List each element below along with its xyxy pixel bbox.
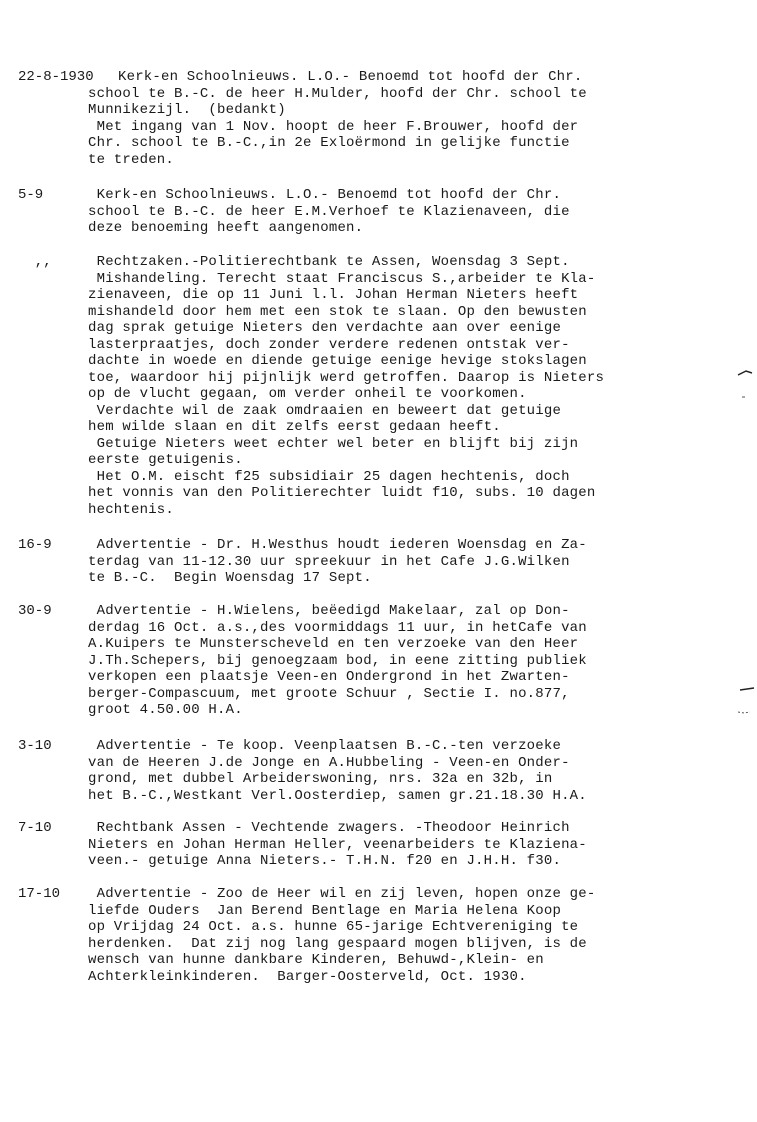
entry-date: 30-9 xyxy=(18,603,52,619)
entry-date: 5-9 xyxy=(18,187,44,203)
entry-line: Chr. school te B.-C.,in 2e Exloërmond in gelijke functie xyxy=(88,135,570,151)
entry-line: Advertentie - H.Wielens, beëedigd Makelaar, zal op Don- xyxy=(88,603,570,619)
entry-line: dachte in woede en diende getuige eenige hevige stokslagen xyxy=(88,353,587,369)
margin-scan-mark xyxy=(736,365,756,405)
entry-line: liefde Ouders Jan Berend Bentlage en Maria Helena Koop xyxy=(88,902,562,919)
entry-line: Advertentie - Dr. H.Westhus houdt iederen Woensdag en Za- xyxy=(88,537,587,553)
entry-line: derdag 16 Oct. a.s.,des voormiddags 11 uur, in hetCafe van xyxy=(88,619,587,636)
entry-line: te treden. xyxy=(88,151,175,168)
entry-line: op Vrijdag 24 Oct. a.s. hunne 65-jarige Echtvereniging te xyxy=(88,919,579,935)
entry-line: Advertentie - Te koop. Veenplaatsen B.-C.-ten verzoeke xyxy=(88,738,562,754)
margin-scan-mark xyxy=(736,682,756,722)
entry-line: hem wilde slaan en dit zelfs eerst gedaan heeft. xyxy=(88,419,501,435)
entry-line: hechtenis. xyxy=(88,501,175,518)
entry-line: eerste getuigenis. xyxy=(88,452,243,468)
entry-line: Het O.M. eischt f25 subsidiair 25 dagen hechtenis, doch xyxy=(88,468,570,485)
entry-line: terdag van 11-12.30 uur spreekuur in het Cafe J.G.Wilken xyxy=(88,553,570,570)
entry-date: 7-10 xyxy=(18,820,52,836)
entry-line: grond, met dubbel Arbeiderswoning, nrs. 32a en 32b, in xyxy=(88,771,553,787)
entry-line: Munnikezijl. (bedankt) xyxy=(88,102,286,118)
entry-line: Kerk-en Schoolnieuws. L.O.- Benoemd tot hoofd der Chr. xyxy=(88,187,562,203)
entry-line: herdenken. Dat zij nog lang gespaard mogen blijven, is de xyxy=(88,935,587,952)
entry-date: 3-10 xyxy=(18,738,52,754)
entry-line: wensch van hunne dankbare Kinderen, Behuwd-,Klein- en xyxy=(88,952,544,968)
entry-line: van de Heeren J.de Jonge en A.Hubbeling - Veen-en Onder- xyxy=(88,754,570,771)
entry-line: school te B.-C. de heer H.Mulder, hoofd der Chr. school te xyxy=(88,85,587,102)
entry-line: J.Th.Schepers, bij genoegzaam bod, in eene zitting publiek xyxy=(88,652,587,669)
entry-line: Met ingang van 1 Nov. hoopt de heer F.Brouwer, hoofd der xyxy=(88,118,579,135)
entry-line: Nieters en Johan Herman Heller, veenarbeiders te Klaziena- xyxy=(88,836,587,853)
entry-line: berger-Compascuum, met groote Schuur , Sectie I. no.877, xyxy=(88,685,570,702)
entry-line: op de vlucht gegaan, om verder onheil te voorkomen. xyxy=(88,386,527,402)
entry-line: Verdachte wil de zaak omdraaien en beweert dat getuige xyxy=(88,402,562,419)
entry-line: mishandeld door hem met een stok te slaan. Op den bewusten xyxy=(88,303,587,320)
entry-line: te B.-C. Begin Woensdag 17 Sept. xyxy=(88,570,372,586)
entry-line: het vonnis van den Politierechter luidt f10, subs. 10 dagen xyxy=(88,485,596,501)
entry-line: Achterkleinkinderen. Barger-Oosterveld, Oct. 1930. xyxy=(88,968,527,985)
entry-line: veen.- getuige Anna Nieters.- T.H.N. f20 en J.H.H. f30. xyxy=(88,853,562,869)
entry-date: 16-9 xyxy=(18,537,52,553)
entry-date: ,, xyxy=(18,254,52,270)
entry-line: dag sprak getuige Nieters den verdachte aan over eenige xyxy=(88,320,562,336)
entry-line: school te B.-C. de heer E.M.Verhoef te Klazienaveen, die xyxy=(88,203,570,220)
entry-line: Getuige Nieters weet echter wel beter en blijft bij zijn xyxy=(88,435,579,452)
entry-line: toe, waardoor hij pijnlijk werd getroffen. Daarop is Nieters xyxy=(88,369,605,386)
entry-line: A.Kuipers te Munsterscheveld en ten verzoeke van den Heer xyxy=(88,636,579,652)
entry-line: het B.-C.,Westkant Verl.Oosterdiep, samen gr.21.18.30 H.A. xyxy=(88,787,587,804)
entry-date: 22-8-1930 xyxy=(18,69,94,85)
entry-line: groot 4.50.00 H.A. xyxy=(88,702,243,718)
entry-line: lasterpraatjes, doch zonder verdere redenen ontstak ver- xyxy=(88,336,570,353)
entry-line: Mishandeling. Terecht staat Franciscus S.,arbeider te Kla- xyxy=(88,270,596,287)
entry-line: zienaveen, die op 11 Juni l.l. Johan Herman Nieters heeft xyxy=(88,287,579,303)
entry-line: Advertentie - Zoo de Heer wil en zij leven, hopen onze ge- xyxy=(88,886,596,902)
entry-line: Rechtbank Assen - Vechtende zwagers. -Theodoor Heinrich xyxy=(88,820,570,836)
entry-line: Kerk-en Schoolnieuws. L.O.- Benoemd tot hoofd der Chr. xyxy=(118,69,583,85)
entry-line: Rechtzaken.-Politierechtbank te Assen, Woensdag 3 Sept. xyxy=(88,254,570,270)
entry-line: deze benoeming heeft aangenomen. xyxy=(88,220,364,236)
entry-date: 17-10 xyxy=(18,886,61,902)
entry-line: verkopen een plaatsje Veen-en Ondergrond in het Zwarten- xyxy=(88,669,570,685)
